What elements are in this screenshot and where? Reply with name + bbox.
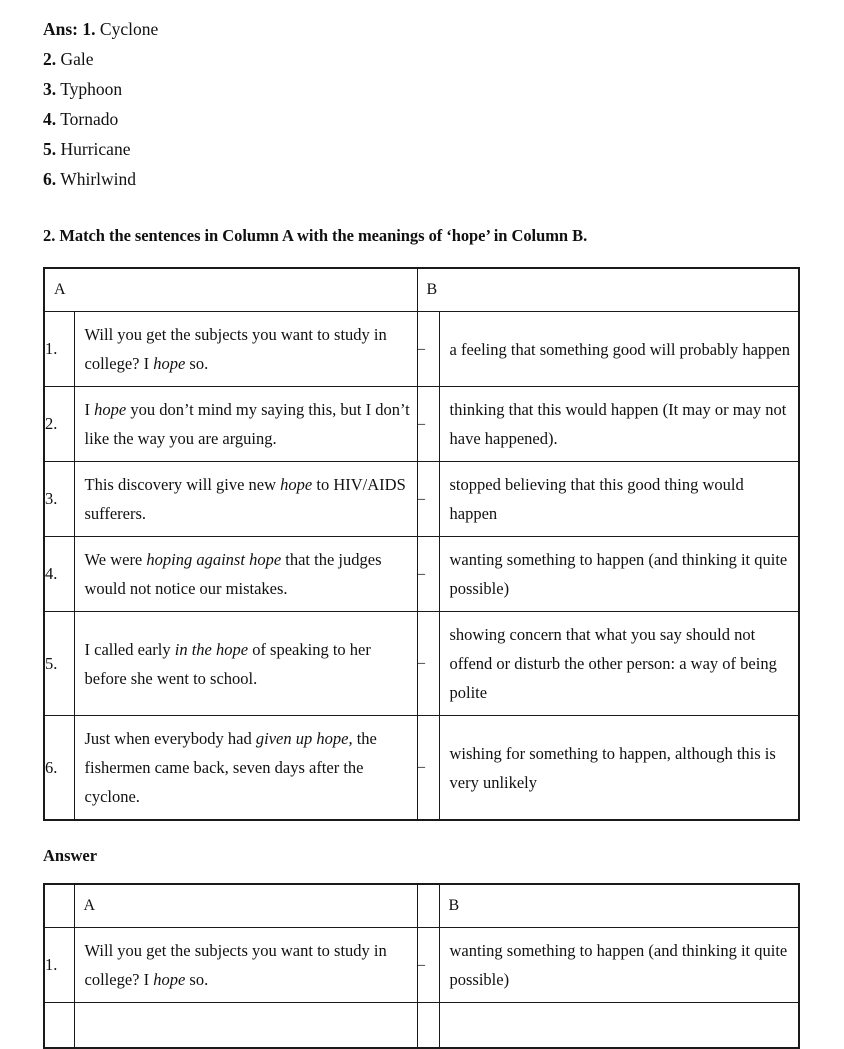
match-dash: –: [417, 387, 439, 462]
table-header-row: [44, 884, 799, 928]
answer-item-word: Gale: [60, 49, 94, 69]
column-a-header: A: [74, 884, 417, 928]
answer-list-item: [43, 134, 798, 164]
sentence-text-part: to HIV/AIDS sufferers.: [84, 475, 406, 523]
table-row: [44, 928, 799, 1003]
column-a-cell: [74, 387, 417, 462]
answer-item-number: 1.: [82, 19, 96, 39]
match-dash: –: [417, 312, 439, 387]
ans-label: Ans:: [43, 19, 79, 39]
answer-header-number: [44, 884, 74, 928]
table-row: [44, 537, 799, 612]
answer-list-item: [43, 104, 798, 134]
column-b-header: B: [439, 884, 799, 928]
column-a-cell: [74, 612, 417, 716]
column-b-header: B: [417, 268, 799, 312]
column-a-cell: [74, 537, 417, 612]
column-a-header: A: [44, 268, 417, 312]
answer-item-word: Tornado: [60, 109, 119, 129]
row-number: 1.: [44, 928, 74, 1003]
table-row: [44, 312, 799, 387]
answer-list-item: [43, 14, 798, 44]
answer-list-item: [43, 164, 798, 194]
answer-item-number: 4.: [43, 109, 57, 129]
column-b-cell: thinking that this would happen (It may or may not have happened).: [439, 387, 799, 462]
answer-item-number: 5.: [43, 139, 57, 159]
match-dash: –: [417, 537, 439, 612]
sentence-text-part: the fishermen came back, seven days after the cyclone.: [84, 729, 377, 806]
sentence-italic-part: hope: [94, 400, 127, 419]
row-number: 1.: [44, 312, 74, 387]
match-dash: –: [417, 716, 439, 821]
sentence-text-part: that the judges would not notice our mistakes.: [84, 550, 382, 598]
answer-table: [43, 883, 800, 1049]
answer-list-item: [43, 74, 798, 104]
match-dash: –: [417, 612, 439, 716]
column-b-cell: wanting something to happen (and thinking it quite possible): [439, 537, 799, 612]
column-b-cell: wanting something to happen (and thinking it quite possible): [439, 928, 799, 1003]
answer-heading: Answer: [43, 846, 98, 865]
table-row: [44, 612, 799, 716]
answer-item-word: Hurricane: [60, 139, 131, 159]
table-row: [44, 462, 799, 537]
row-number: 6.: [44, 716, 74, 821]
answer-list-item: [43, 44, 798, 74]
column-a-cell: [74, 1003, 417, 1049]
answer-item-number: 2.: [43, 49, 57, 69]
sentence-text-part: Will you get the subjects you want to study in college? I: [84, 941, 387, 989]
answer-item-number: 3.: [43, 79, 57, 99]
row-number: 3.: [44, 462, 74, 537]
match-dash: –: [417, 462, 439, 537]
match-dash: [417, 1003, 439, 1049]
row-number: 5.: [44, 612, 74, 716]
sentence-text-part: so.: [185, 970, 209, 989]
column-b-cell: stopped believing that this good thing would happen: [439, 462, 799, 537]
column-a-cell: [74, 716, 417, 821]
sentence-italic-part: in the hope: [174, 639, 249, 659]
sentence-text-part: of speaking to her before she went to school.: [84, 639, 371, 688]
sentence-text-part: This discovery will give new: [84, 475, 281, 494]
column-b-cell: [439, 1003, 799, 1049]
row-number: [44, 1003, 74, 1049]
sentence-text-part: We were: [84, 550, 147, 569]
sentence-text-part: I called early: [84, 639, 175, 659]
previous-answer-list: [43, 14, 798, 194]
table-row: [44, 387, 799, 462]
column-b-cell: showing concern that what you say should not offend or disturb the other person: a way of being polite: [439, 612, 799, 716]
row-number: 2.: [44, 387, 74, 462]
sentence-italic-part: hope: [153, 970, 186, 989]
sentence-text-part: Just when everybody had: [84, 729, 256, 748]
table-header-row: [44, 268, 799, 312]
answer-item-word: Cyclone: [99, 19, 159, 39]
match-dash: –: [417, 928, 439, 1003]
sentence-text-part: you don’t mind my saying this, but I don’t like the way you are arguing.: [84, 400, 410, 448]
sentence-italic-part: hoping against hope: [146, 550, 282, 569]
answer-item-word: Whirlwind: [60, 169, 137, 189]
sentence-text-part: I: [84, 400, 95, 419]
sentence-text-part: so.: [185, 354, 209, 373]
column-b-cell: a feeling that something good will probably happen: [439, 312, 799, 387]
column-a-cell: [74, 312, 417, 387]
table-row: [44, 716, 799, 821]
sentence-italic-part: hope: [153, 354, 186, 373]
sentence-text-part: Will you get the subjects you want to study in college? I: [84, 325, 387, 373]
column-b-cell: wishing for something to happen, although this is very unlikely: [439, 716, 799, 821]
match-table: [43, 267, 800, 821]
answer-item-number: 6.: [43, 169, 57, 189]
answer-header-dash: [417, 884, 439, 928]
row-number: 4.: [44, 537, 74, 612]
sentence-italic-part: hope: [280, 475, 313, 494]
sentence-italic-part: given up hope,: [255, 729, 353, 748]
column-a-cell: [74, 928, 417, 1003]
answer-item-word: Typhoon: [60, 79, 123, 99]
question-heading: 2. Match the sentences in Column A with the meanings of ‘hope’ in Column B.: [43, 226, 588, 245]
table-row: [44, 1003, 799, 1049]
column-a-cell: [74, 462, 417, 537]
